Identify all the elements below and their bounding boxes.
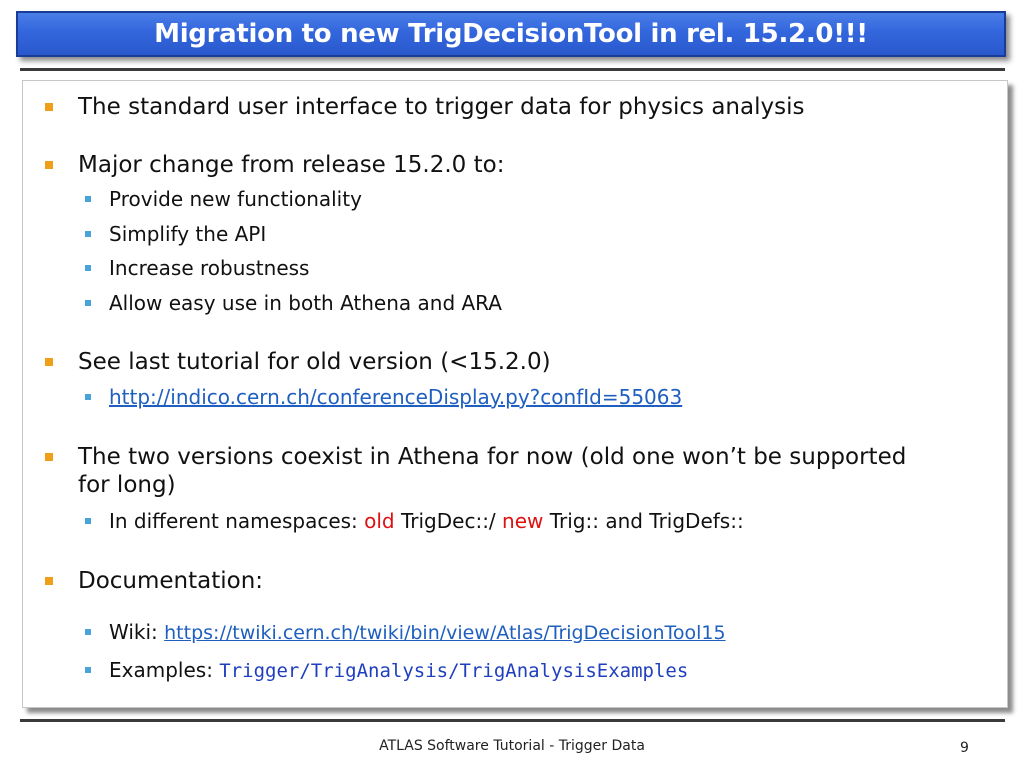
bullet-item xyxy=(23,348,983,376)
square-bullet-icon xyxy=(85,667,91,673)
sub-bullet-item xyxy=(23,222,983,247)
sub-bullet-item xyxy=(23,509,983,534)
footer-text: ATLAS Software Tutorial - Trigger Data xyxy=(379,738,645,754)
bullet-item xyxy=(23,151,983,179)
square-bullet-icon xyxy=(85,394,91,400)
sub-bullet-text: Simplify the API xyxy=(109,222,267,246)
sub-bullet-item xyxy=(23,658,983,684)
sub-bullet-item xyxy=(23,187,983,212)
bullet-text: The standard user interface to trigger data for physics analysis xyxy=(78,94,805,120)
square-bullet-icon xyxy=(85,629,91,635)
square-bullet-icon xyxy=(45,453,53,461)
square-bullet-icon xyxy=(45,161,53,169)
page-number: 9 xyxy=(960,740,969,756)
bottom-rule xyxy=(20,719,1005,722)
twiki-link[interactable]: https://twiki.cern.ch/twiki/bin/view/Atlas/TrigDecisionTool15 xyxy=(164,622,726,644)
top-rule xyxy=(20,68,1005,71)
square-bullet-icon xyxy=(45,577,53,585)
bullet-text: Documentation: xyxy=(78,568,264,594)
square-bullet-icon xyxy=(85,300,91,306)
examples-label: Examples: xyxy=(109,658,220,682)
sub-bullet-text: Allow easy use in both Athena and ARA xyxy=(109,291,502,315)
slide-title: Migration to new TrigDecisionTool in rel. 15.2.0!!! xyxy=(154,19,868,49)
content-box xyxy=(22,80,1008,708)
sub-bullet-item xyxy=(23,620,983,646)
title-bar xyxy=(16,11,1006,57)
square-bullet-icon xyxy=(85,196,91,202)
old-label: old xyxy=(364,509,395,533)
square-bullet-icon xyxy=(85,231,91,237)
bullet-text: Major change from release 15.2.0 to: xyxy=(78,152,505,178)
bullet-text-continued: for long) xyxy=(78,472,176,498)
namespace-mid: TrigDec::/ xyxy=(394,509,503,533)
sub-bullet-item xyxy=(23,256,983,281)
namespace-prefix: In different namespaces: xyxy=(109,509,365,533)
square-bullet-icon xyxy=(85,518,91,524)
bullet-item xyxy=(23,567,983,595)
sub-bullet-text: Provide new functionality xyxy=(109,187,362,211)
new-label: new xyxy=(502,509,544,533)
square-bullet-icon xyxy=(45,103,53,111)
square-bullet-icon xyxy=(45,358,53,366)
bullet-text: The two versions coexist in Athena for now (old one won’t be supported xyxy=(78,444,907,470)
sub-bullet-item xyxy=(23,385,983,410)
sub-bullet-text: Increase robustness xyxy=(109,256,310,280)
square-bullet-icon xyxy=(85,265,91,271)
wiki-label: Wiki: xyxy=(109,620,165,644)
bullet-item xyxy=(23,93,983,121)
sub-bullet-item xyxy=(23,291,983,316)
namespace-suffix: Trig:: and TrigDefs:: xyxy=(543,509,744,533)
examples-path: Trigger/TrigAnalysis/TrigAnalysisExamples xyxy=(219,660,689,682)
bullet-item xyxy=(23,443,983,499)
indico-link[interactable]: http://indico.cern.ch/conferenceDisplay.py?confId=55063 xyxy=(109,385,683,409)
bullet-text: See last tutorial for old version (<15.2.0) xyxy=(78,349,551,375)
